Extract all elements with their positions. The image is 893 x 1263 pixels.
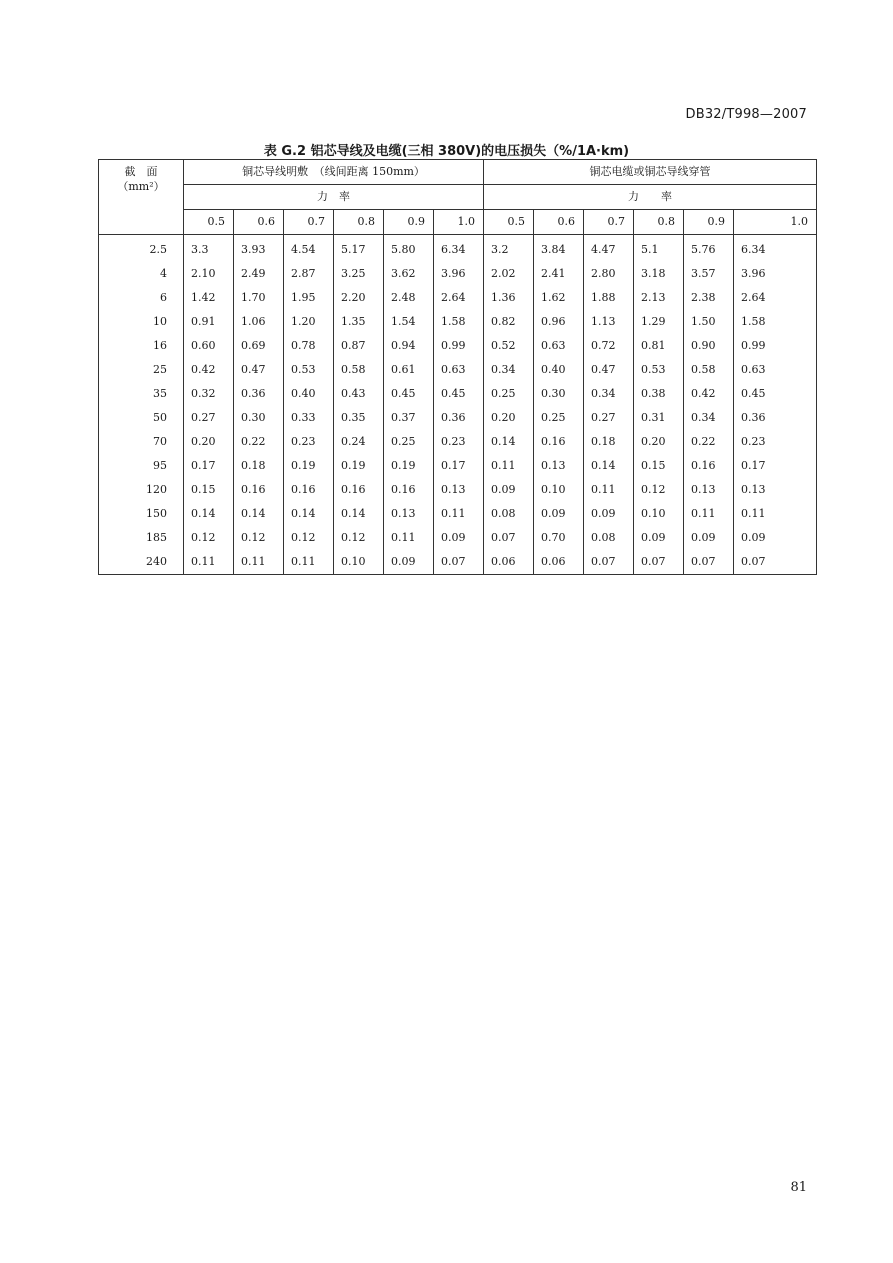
voltage-loss-conduit-cell: 3.18 [634,262,684,286]
page-number: 81 [790,1180,807,1195]
voltage-loss-conduit-cell: 0.82 [484,310,534,334]
voltage-loss-conduit-cell: 1.88 [584,286,634,310]
voltage-loss-open-cell: 0.22 [234,430,284,454]
voltage-loss-conduit-cell: 2.41 [534,262,584,286]
voltage-loss-conduit-cell: 5.76 [684,235,734,263]
voltage-loss-conduit-cell: 0.16 [534,430,584,454]
voltage-loss-open-cell: 0.15 [184,478,234,502]
voltage-loss-open-cell: 0.27 [184,406,234,430]
section-value: 25 [99,358,184,382]
table-row [99,310,817,334]
group-open-wiring-header: 铜芯导线明敷 （线间距离 150mm） [184,160,484,185]
power-factor-conduit-6: 1.0 [734,210,817,235]
voltage-loss-open-cell: 0.30 [234,406,284,430]
table-row [99,235,817,263]
voltage-loss-open-cell: 2.64 [434,286,484,310]
header-row-groups [99,160,817,185]
voltage-loss-open-cell: 3.62 [384,262,434,286]
voltage-loss-open-cell: 3.93 [234,235,284,263]
table-row [99,430,817,454]
voltage-loss-open-cell: 0.91 [184,310,234,334]
voltage-loss-conduit-cell: 0.18 [584,430,634,454]
voltage-loss-conduit-cell: 3.96 [734,262,817,286]
power-factor-header-open: 力 率 [184,185,484,210]
voltage-loss-open-cell: 3.25 [334,262,384,286]
voltage-loss-conduit-cell: 0.63 [734,358,817,382]
voltage-loss-conduit-cell: 0.08 [484,502,534,526]
voltage-loss-open-cell: 0.14 [234,502,284,526]
voltage-loss-open-cell: 1.20 [284,310,334,334]
voltage-loss-conduit-cell: 0.07 [484,526,534,550]
voltage-loss-open-cell: 0.23 [434,430,484,454]
voltage-loss-conduit-cell: 0.40 [534,358,584,382]
voltage-loss-open-cell: 0.09 [384,550,434,575]
section-value: 95 [99,454,184,478]
voltage-loss-open-cell: 0.12 [284,526,334,550]
voltage-loss-open-cell: 5.17 [334,235,384,263]
voltage-loss-open-cell: 1.95 [284,286,334,310]
voltage-loss-conduit-cell: 2.13 [634,286,684,310]
power-factor-open-4: 0.8 [334,210,384,235]
power-factor-conduit-3: 0.7 [584,210,634,235]
section-value: 50 [99,406,184,430]
power-factor-open-2: 0.6 [234,210,284,235]
voltage-loss-conduit-cell: 0.53 [634,358,684,382]
table-row [99,382,817,406]
table-row [99,286,817,310]
power-factor-open-6: 1.0 [434,210,484,235]
voltage-loss-open-cell: 6.34 [434,235,484,263]
voltage-loss-conduit-cell: 0.20 [634,430,684,454]
voltage-loss-open-cell: 0.11 [234,550,284,575]
section-header-unit: （mm²） [117,180,165,193]
voltage-loss-conduit-cell: 0.70 [534,526,584,550]
voltage-loss-open-cell: 1.70 [234,286,284,310]
voltage-loss-conduit-cell: 0.11 [684,502,734,526]
voltage-loss-conduit-cell: 0.07 [634,550,684,575]
voltage-loss-table [98,159,817,575]
voltage-loss-open-cell: 0.11 [284,550,334,575]
power-factor-conduit-5: 0.9 [684,210,734,235]
power-factor-conduit-1: 0.5 [484,210,534,235]
voltage-loss-conduit-cell: 2.38 [684,286,734,310]
voltage-loss-open-cell: 2.49 [234,262,284,286]
section-value: 6 [99,286,184,310]
voltage-loss-conduit-cell: 0.09 [534,502,584,526]
voltage-loss-conduit-cell: 2.02 [484,262,534,286]
voltage-loss-open-cell: 1.35 [334,310,384,334]
table-row [99,406,817,430]
voltage-loss-conduit-cell: 0.15 [634,454,684,478]
voltage-loss-open-cell: 0.18 [234,454,284,478]
voltage-loss-open-cell: 0.11 [434,502,484,526]
voltage-loss-conduit-cell: 0.25 [484,382,534,406]
voltage-loss-open-cell: 0.14 [284,502,334,526]
voltage-loss-open-cell: 0.14 [334,502,384,526]
voltage-loss-open-cell: 0.32 [184,382,234,406]
voltage-loss-conduit-cell: 0.42 [684,382,734,406]
voltage-loss-conduit-cell: 2.80 [584,262,634,286]
voltage-loss-open-cell: 0.16 [284,478,334,502]
voltage-loss-open-cell: 0.33 [284,406,334,430]
voltage-loss-open-cell: 0.53 [284,358,334,382]
voltage-loss-conduit-cell: 1.36 [484,286,534,310]
document-code: DB32/T998—2007 [685,107,807,122]
voltage-loss-open-cell: 0.19 [284,454,334,478]
section-value: 2.5 [99,235,184,263]
group-conduit-header: 铜芯电缆或铜芯导线穿管 [484,160,817,185]
section-value: 240 [99,550,184,575]
voltage-loss-open-cell: 0.43 [334,382,384,406]
voltage-loss-open-cell: 3.96 [434,262,484,286]
table-row [99,550,817,575]
voltage-loss-conduit-cell: 0.20 [484,406,534,430]
voltage-loss-open-cell: 0.10 [334,550,384,575]
voltage-loss-conduit-cell: 0.81 [634,334,684,358]
voltage-loss-conduit-cell: 0.45 [734,382,817,406]
voltage-loss-open-cell: 0.11 [184,550,234,575]
voltage-loss-open-cell: 2.20 [334,286,384,310]
voltage-loss-conduit-cell: 0.34 [484,358,534,382]
section-value: 70 [99,430,184,454]
voltage-loss-open-cell: 0.25 [384,430,434,454]
voltage-loss-open-cell: 0.94 [384,334,434,358]
power-factor-open-3: 0.7 [284,210,334,235]
voltage-loss-open-cell: 1.42 [184,286,234,310]
voltage-loss-conduit-cell: 5.1 [634,235,684,263]
voltage-loss-open-cell: 0.13 [434,478,484,502]
voltage-loss-open-cell: 0.12 [334,526,384,550]
power-factor-header-conduit: 力 率 [484,185,817,210]
voltage-loss-conduit-cell: 0.47 [584,358,634,382]
voltage-loss-conduit-cell: 1.62 [534,286,584,310]
voltage-loss-conduit-cell: 0.06 [484,550,534,575]
power-factor-conduit-4: 0.8 [634,210,684,235]
voltage-loss-conduit-cell: 1.29 [634,310,684,334]
voltage-loss-conduit-cell: 0.09 [734,526,817,550]
voltage-loss-conduit-cell: 1.50 [684,310,734,334]
voltage-loss-conduit-cell: 0.99 [734,334,817,358]
voltage-loss-conduit-cell: 0.07 [684,550,734,575]
voltage-loss-conduit-cell: 1.13 [584,310,634,334]
voltage-loss-conduit-cell: 0.23 [734,430,817,454]
voltage-loss-open-cell: 0.09 [434,526,484,550]
voltage-loss-conduit-cell: 0.09 [634,526,684,550]
section-value: 35 [99,382,184,406]
table-row [99,478,817,502]
voltage-loss-open-cell: 0.99 [434,334,484,358]
voltage-loss-conduit-cell: 0.72 [584,334,634,358]
voltage-loss-open-cell: 0.78 [284,334,334,358]
voltage-loss-conduit-cell: 0.27 [584,406,634,430]
voltage-loss-open-cell: 0.69 [234,334,284,358]
power-factor-conduit-2: 0.6 [534,210,584,235]
voltage-loss-open-cell: 0.36 [234,382,284,406]
voltage-loss-open-cell: 0.11 [384,526,434,550]
section-header [99,160,184,235]
voltage-loss-conduit-cell: 0.13 [734,478,817,502]
voltage-loss-open-cell: 5.80 [384,235,434,263]
voltage-loss-conduit-cell: 0.12 [634,478,684,502]
section-value: 150 [99,502,184,526]
voltage-loss-open-cell: 1.06 [234,310,284,334]
voltage-loss-open-cell: 0.60 [184,334,234,358]
voltage-loss-open-cell: 0.87 [334,334,384,358]
voltage-loss-conduit-cell: 0.14 [584,454,634,478]
table-body [99,235,817,575]
voltage-loss-open-cell: 0.16 [384,478,434,502]
voltage-loss-conduit-cell: 0.09 [484,478,534,502]
voltage-loss-open-cell: 0.61 [384,358,434,382]
voltage-loss-conduit-cell: 1.58 [734,310,817,334]
voltage-loss-conduit-cell: 0.22 [684,430,734,454]
voltage-loss-open-cell: 1.58 [434,310,484,334]
table-title: 表 G.2 铝芯导线及电缆(三相 380V)的电压损失（%/1A·km) [263,144,630,159]
voltage-loss-open-cell: 0.17 [184,454,234,478]
voltage-loss-conduit-cell: 0.11 [484,454,534,478]
voltage-loss-conduit-cell: 0.11 [734,502,817,526]
header-row-power-factor [99,185,817,210]
section-value: 185 [99,526,184,550]
voltage-loss-open-cell: 0.37 [384,406,434,430]
voltage-loss-conduit-cell: 3.57 [684,262,734,286]
header-row-power-factor-values [99,210,817,235]
section-header-label: 截 面 [124,165,158,178]
voltage-loss-conduit-cell: 0.25 [534,406,584,430]
voltage-loss-open-cell: 0.19 [384,454,434,478]
table-row [99,454,817,478]
voltage-loss-open-cell: 0.63 [434,358,484,382]
voltage-loss-conduit-cell: 0.31 [634,406,684,430]
voltage-loss-open-cell: 0.07 [434,550,484,575]
voltage-loss-conduit-cell: 0.07 [584,550,634,575]
voltage-loss-conduit-cell: 3.2 [484,235,534,263]
voltage-loss-conduit-cell: 0.10 [534,478,584,502]
voltage-loss-open-cell: 2.10 [184,262,234,286]
table-row [99,358,817,382]
voltage-loss-conduit-cell: 0.63 [534,334,584,358]
table-row [99,334,817,358]
voltage-loss-open-cell: 0.23 [284,430,334,454]
voltage-loss-conduit-cell: 0.09 [684,526,734,550]
voltage-loss-conduit-cell: 0.13 [534,454,584,478]
voltage-loss-conduit-cell: 0.08 [584,526,634,550]
section-value: 10 [99,310,184,334]
voltage-loss-conduit-cell: 6.34 [734,235,817,263]
voltage-loss-open-cell: 0.42 [184,358,234,382]
voltage-loss-conduit-cell: 0.17 [734,454,817,478]
voltage-loss-open-cell: 0.14 [184,502,234,526]
voltage-loss-conduit-cell: 2.64 [734,286,817,310]
table-row [99,526,817,550]
voltage-loss-conduit-cell: 0.14 [484,430,534,454]
voltage-loss-conduit-cell: 0.96 [534,310,584,334]
voltage-loss-open-cell: 0.47 [234,358,284,382]
power-factor-open-1: 0.5 [184,210,234,235]
table-row [99,502,817,526]
voltage-loss-conduit-cell: 0.13 [684,478,734,502]
table-row [99,262,817,286]
voltage-loss-conduit-cell: 0.10 [634,502,684,526]
power-factor-open-5: 0.9 [384,210,434,235]
voltage-loss-open-cell: 0.16 [334,478,384,502]
voltage-loss-open-cell: 0.20 [184,430,234,454]
voltage-loss-open-cell: 0.24 [334,430,384,454]
voltage-loss-conduit-cell: 3.84 [534,235,584,263]
voltage-loss-open-cell: 2.48 [384,286,434,310]
voltage-loss-open-cell: 0.40 [284,382,334,406]
voltage-loss-open-cell: 0.13 [384,502,434,526]
voltage-loss-conduit-cell: 0.34 [584,382,634,406]
voltage-loss-open-cell: 0.19 [334,454,384,478]
voltage-loss-conduit-cell: 0.09 [584,502,634,526]
voltage-loss-conduit-cell: 0.16 [684,454,734,478]
voltage-loss-conduit-cell: 0.30 [534,382,584,406]
section-value: 16 [99,334,184,358]
voltage-loss-conduit-cell: 0.36 [734,406,817,430]
section-value: 120 [99,478,184,502]
voltage-loss-open-cell: 2.87 [284,262,334,286]
voltage-loss-conduit-cell: 0.06 [534,550,584,575]
voltage-loss-open-cell: 0.45 [434,382,484,406]
voltage-loss-conduit-cell: 0.11 [584,478,634,502]
voltage-loss-open-cell: 0.17 [434,454,484,478]
voltage-loss-open-cell: 4.54 [284,235,334,263]
voltage-loss-conduit-cell: 0.38 [634,382,684,406]
voltage-loss-open-cell: 0.35 [334,406,384,430]
voltage-loss-open-cell: 0.12 [234,526,284,550]
voltage-loss-conduit-cell: 0.58 [684,358,734,382]
voltage-loss-open-cell: 0.36 [434,406,484,430]
voltage-loss-open-cell: 3.3 [184,235,234,263]
voltage-loss-conduit-cell: 0.34 [684,406,734,430]
voltage-loss-conduit-cell: 0.07 [734,550,817,575]
voltage-loss-conduit-cell: 4.47 [584,235,634,263]
voltage-loss-open-cell: 0.58 [334,358,384,382]
voltage-loss-open-cell: 0.16 [234,478,284,502]
voltage-loss-open-cell: 0.12 [184,526,234,550]
section-value: 4 [99,262,184,286]
voltage-loss-conduit-cell: 0.52 [484,334,534,358]
voltage-loss-conduit-cell: 0.90 [684,334,734,358]
voltage-loss-open-cell: 1.54 [384,310,434,334]
voltage-loss-open-cell: 0.45 [384,382,434,406]
